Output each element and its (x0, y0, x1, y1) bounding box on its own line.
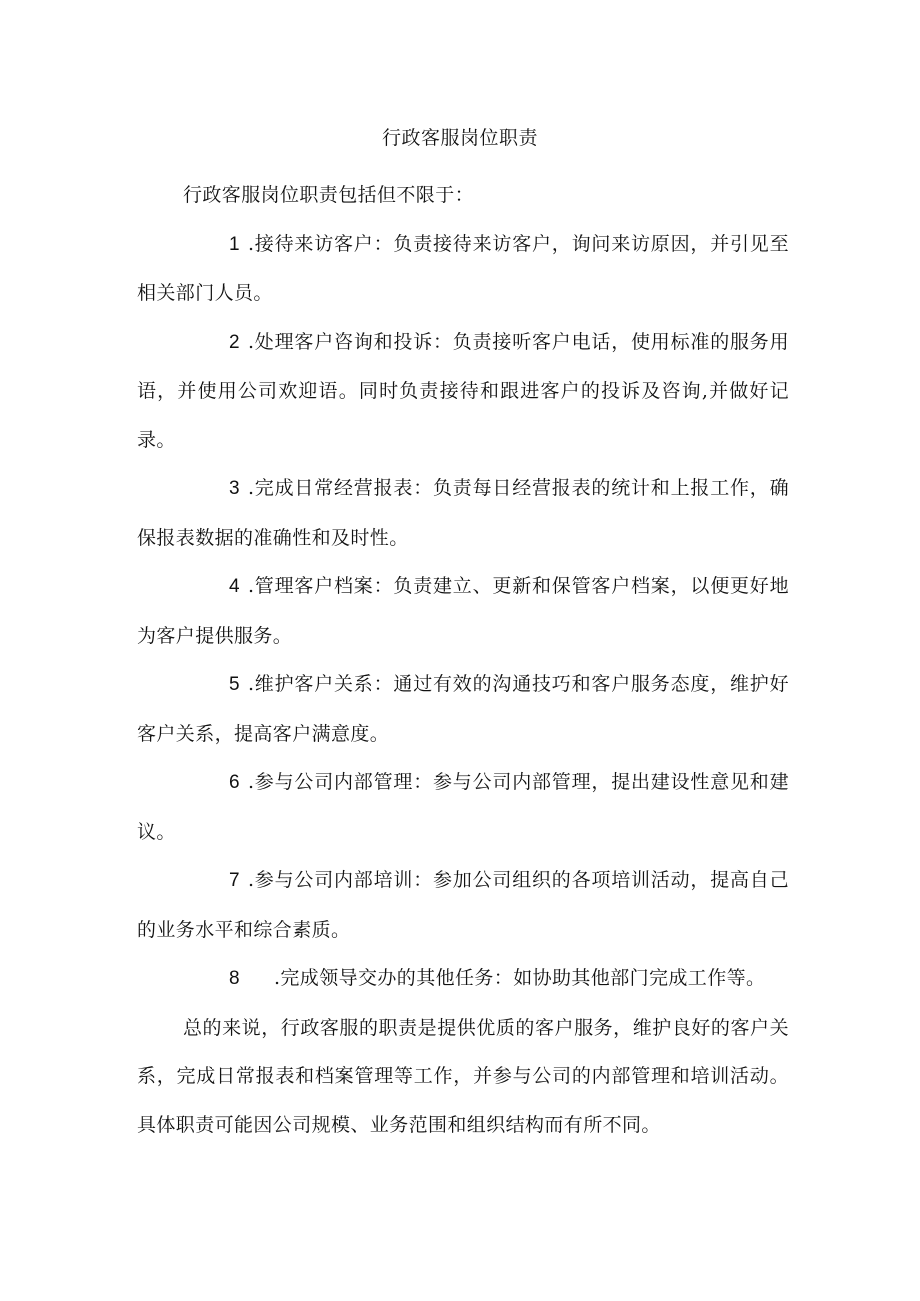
item-number: 2 (229, 331, 240, 353)
item-text: .处理客户咨询和投诉：负责接听客户电话，使用标准的服务用语，并使用公司欢迎语。同时负责接待和跟进客户的投诉及咨询,并做好记录。 (137, 330, 789, 451)
item-number: 7 (229, 870, 240, 891)
summary-paragraph: 总的来说，行政客服的职责是提供优质的客户服务，维护良好的客户关系，完成日常报表和档案管理等工作，并参与公司的内部管理和培训活动。具体职责可能因公司规模、业务范围和组织结构而有所不同。 (137, 1016, 789, 1136)
list-item (137, 220, 789, 318)
item-text: .参与公司内部管理：参与公司内部管理，提出建设性意见和建议。 (137, 771, 789, 843)
item-text: .管理客户档案：负责建立、更新和保管客户档案，以便更好地为客户提供服务。 (137, 575, 789, 647)
item-number: 5 (229, 674, 240, 695)
item-number: 6 (229, 772, 240, 793)
item-text: .完成日常经营报表：负责每日经营报表的统计和上报工作，确保报表数据的准确性和及时性。 (137, 477, 789, 549)
item-text: .参与公司内部培训：参加公司组织的各项培训活动，提高自己的业务水平和综合素质。 (137, 869, 789, 941)
list-item (137, 318, 789, 465)
item-number: 8 (229, 968, 240, 989)
intro-paragraph: 行政客服岗位职责包括但不限于： (183, 184, 475, 206)
list-item (137, 562, 789, 660)
list-item (137, 954, 789, 1004)
item-text: .完成领导交办的其他任务：如协助其他部门完成工作等。 (273, 967, 766, 989)
document-body (137, 171, 789, 1149)
list-item (137, 660, 789, 758)
list-item (137, 758, 789, 856)
item-number: 3 (229, 478, 240, 499)
list-item (137, 464, 789, 562)
item-text: .接待来访客户：负责接待来访客户，询问来访原因，并引见至相关部门人员。 (137, 232, 789, 304)
item-text: .维护客户关系：通过有效的沟通技巧和客户服务态度，维护好客户关系，提高客户满意度。 (137, 673, 789, 745)
item-number: 4 (229, 576, 240, 597)
list-item (137, 856, 789, 954)
item-number: 1 (229, 233, 240, 255)
page-title: 行政客服岗位职责 (381, 127, 538, 149)
